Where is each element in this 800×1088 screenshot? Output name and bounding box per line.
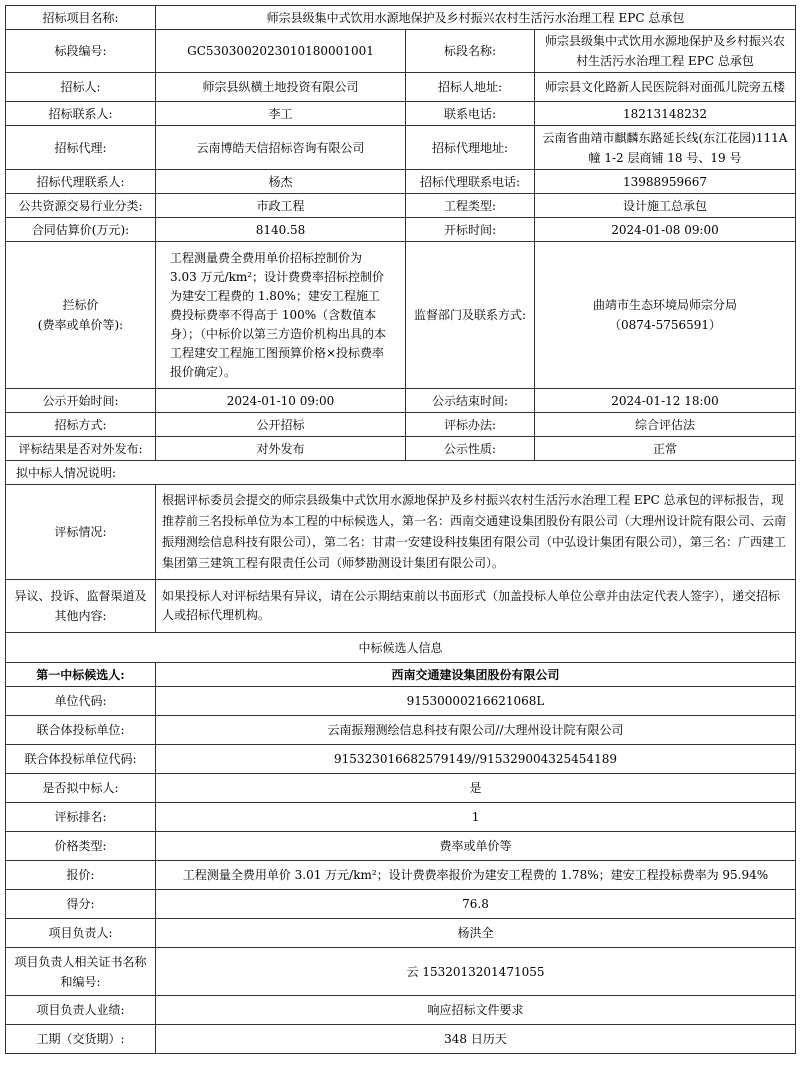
- label-bid-method: 招标方式:: [6, 413, 156, 437]
- label-project-type: 工程类型:: [406, 194, 535, 218]
- supervisor-name: 曲靖市生态环境局师宗分局: [593, 298, 738, 312]
- value-open-time: 2024-01-08 09:00: [535, 218, 796, 242]
- value-estimate: 8140.58: [156, 218, 406, 242]
- label-section-name: 标段名称:: [406, 30, 535, 73]
- row-project: [6, 6, 796, 30]
- row-section: [6, 30, 796, 73]
- label-tenderer-contact: 招标联系人:: [6, 102, 156, 126]
- label-tenderer: 招标人:: [6, 73, 156, 102]
- label-pm: 项目负责人:: [6, 919, 156, 948]
- value-score: 76.8: [156, 890, 796, 919]
- value-duration: 348 日历天: [156, 1025, 796, 1054]
- label-pm-cert: 项目负责人相关证书名称和编号:: [6, 948, 156, 996]
- label-first-candidate: 第一中标候选人:: [6, 663, 156, 687]
- row-ceiling: [6, 242, 796, 389]
- value-agent-contact: 杨杰: [156, 170, 406, 194]
- label-estimate: 合同估算价(万元):: [6, 218, 156, 242]
- value-industry: 市政工程: [156, 194, 406, 218]
- label-ceiling: [6, 242, 156, 389]
- row-first-candidate: [6, 663, 796, 687]
- supervisor-phone: （0874-5756591）: [608, 318, 722, 332]
- value-result-publish: 对外发布: [156, 437, 406, 461]
- value-tenderer-address: 师宗县文化路新人民医院斜对面孤儿院旁五楼: [535, 73, 796, 102]
- row-rank: [6, 803, 796, 832]
- value-supervisor: [535, 242, 796, 389]
- row-duration: [6, 1025, 796, 1054]
- label-evaluation: 评标情况:: [6, 485, 156, 580]
- value-rank: 1: [156, 803, 796, 832]
- row-publicity-time: [6, 389, 796, 413]
- value-project: 师宗县级集中式饮用水源地保护及乡村振兴农村生活污水治理工程 EPC 总承包: [156, 6, 796, 30]
- value-objection: 如果投标人对评标结果有异议，请在公示期结束前以书面形式（加盖投标人单位公章并由法定代表人签字），递交招标人或招标代理机构。: [156, 580, 796, 633]
- value-pm: 杨洪全: [156, 919, 796, 948]
- row-publish: [6, 437, 796, 461]
- label-unit-code: 单位代码:: [6, 687, 156, 716]
- row-price-type: [6, 832, 796, 861]
- label-industry: 公共资源交易行业分类:: [6, 194, 156, 218]
- value-ceiling: 工程测量费全费用单价招标控制价为 3.03 万元/km²；设计费费率招标控制价为建安工程费的 1.80%；建安工程施工费投标费率不得高于 100%（含数值本身）；（中标价以第三方造价机构出具的本工程建安工程施工图预算价格×投标费率报价确定）。: [156, 242, 406, 389]
- value-agent: 云南博皓天信招标咨询有限公司: [156, 126, 406, 170]
- label-agent-phone: 招标代理联系电话:: [406, 170, 535, 194]
- row-agent: [6, 126, 796, 170]
- row-contact: [6, 102, 796, 126]
- row-evaluation: [6, 485, 796, 580]
- label-pm-perf: 项目负责人业绩:: [6, 996, 156, 1025]
- label-publicity-start: 公示开始时间:: [6, 389, 156, 413]
- label-project: 招标项目名称:: [6, 6, 156, 30]
- value-publicity-end: 2024-01-12 18:00: [535, 389, 796, 413]
- label-publicity-nature: 公示性质:: [406, 437, 535, 461]
- label-contact-phone: 联系电话:: [406, 102, 535, 126]
- value-project-type: 设计施工总承包: [535, 194, 796, 218]
- row-industry: [6, 194, 796, 218]
- value-first-candidate: 西南交通建设集团股份有限公司: [156, 663, 796, 687]
- value-tenderer: 师宗县纵横土地投资有限公司: [156, 73, 406, 102]
- row-unit-code: [6, 687, 796, 716]
- label-score: 得分:: [6, 890, 156, 919]
- label-is-proposed: 是否拟中标人:: [6, 774, 156, 803]
- value-tenderer-contact: 李工: [156, 102, 406, 126]
- row-candidate-title: [6, 633, 796, 663]
- row-method: [6, 413, 796, 437]
- value-publicity-nature: 正常: [535, 437, 796, 461]
- row-is-proposed: [6, 774, 796, 803]
- value-agent-address: 云南省曲靖市麒麟东路延长线(东江花园)111A幢 1-2 层商铺 18 号、19 号: [535, 126, 796, 170]
- label-ceiling-line1: 拦标价: [62, 298, 99, 312]
- row-objection: [6, 580, 796, 633]
- value-pm-perf: 响应招标文件要求: [156, 996, 796, 1025]
- value-price-type: 费率或单价等: [156, 832, 796, 861]
- label-objection: 异议、投诉、监督渠道及其他内容:: [6, 580, 156, 633]
- candidate-section-title: 中标候选人信息: [6, 633, 796, 663]
- proposed-winner-title: 拟中标人情况说明:: [6, 461, 796, 485]
- label-eval-method: 评标办法:: [406, 413, 535, 437]
- label-consortium: 联合体投标单位:: [6, 716, 156, 745]
- row-agent-contact: [6, 170, 796, 194]
- value-pm-cert: 云 1532013201471055: [156, 948, 796, 996]
- row-pm-perf: [6, 996, 796, 1025]
- label-duration: 工期（交货期）:: [6, 1025, 156, 1054]
- label-quote: 报价:: [6, 861, 156, 890]
- label-result-publish: 评标结果是否对外发布:: [6, 437, 156, 461]
- value-eval-method: 综合评估法: [535, 413, 796, 437]
- label-section-code: 标段编号:: [6, 30, 156, 73]
- value-contact-phone: 18213148232: [535, 102, 796, 126]
- label-rank: 评标排名:: [6, 803, 156, 832]
- value-section-name: 师宗县级集中式饮用水源地保护及乡村振兴农村生活污水治理工程 EPC 总承包: [535, 30, 796, 73]
- label-consortium-code: 联合体投标单位代码:: [6, 745, 156, 774]
- row-proposed-title: [6, 461, 796, 485]
- row-pm: [6, 919, 796, 948]
- label-agent-address: 招标代理地址:: [406, 126, 535, 170]
- label-price-type: 价格类型:: [6, 832, 156, 861]
- label-agent-contact: 招标代理联系人:: [6, 170, 156, 194]
- value-agent-phone: 13988959667: [535, 170, 796, 194]
- row-pm-cert: [6, 948, 796, 996]
- value-unit-code: 91530000216621068L: [156, 687, 796, 716]
- row-tenderer: [6, 73, 796, 102]
- value-section-code: GC5303002023010180001001: [156, 30, 406, 73]
- value-bid-method: 公开招标: [156, 413, 406, 437]
- value-is-proposed: 是: [156, 774, 796, 803]
- value-publicity-start: 2024-01-10 09:00: [156, 389, 406, 413]
- row-estimate: [6, 218, 796, 242]
- row-quote: [6, 861, 796, 890]
- value-evaluation: 根据评标委员会提交的师宗县级集中式饮用水源地保护及乡村振兴农村生活污水治理工程 EPC 总承包的评标报告，现推荐前三名投标单位为本工程的中标候选人，第一名：西南交通建设集团股份有限公司（大理州设计院有限公司、云南振翔测绘信息科技有限公司），第二名：甘肃一安建设科技集团有限公司（中弘设计集团有限公司），第三名：广西建工集团第三建筑工程有限责任公司（师梦勘测设计集团有限公司）。: [156, 485, 796, 580]
- label-agent: 招标代理:: [6, 126, 156, 170]
- tender-result-table: [5, 5, 796, 1054]
- value-consortium-code: 915323016682579149//915329004325454189: [156, 745, 796, 774]
- row-consortium-code: [6, 745, 796, 774]
- label-supervisor: 监督部门及联系方式:: [406, 242, 535, 389]
- label-tenderer-address: 招标人地址:: [406, 73, 535, 102]
- row-consortium: [6, 716, 796, 745]
- row-score: [6, 890, 796, 919]
- label-ceiling-line2: (费率或单价等):: [37, 318, 124, 332]
- label-publicity-end: 公示结束时间:: [406, 389, 535, 413]
- label-open-time: 开标时间:: [406, 218, 535, 242]
- value-consortium: 云南振翔测绘信息科技有限公司//大理州设计院有限公司: [156, 716, 796, 745]
- value-quote: 工程测量全费用单价 3.01 万元/km²；设计费费率报价为建安工程费的 1.78%；建安工程投标费率为 95.94%: [156, 861, 796, 890]
